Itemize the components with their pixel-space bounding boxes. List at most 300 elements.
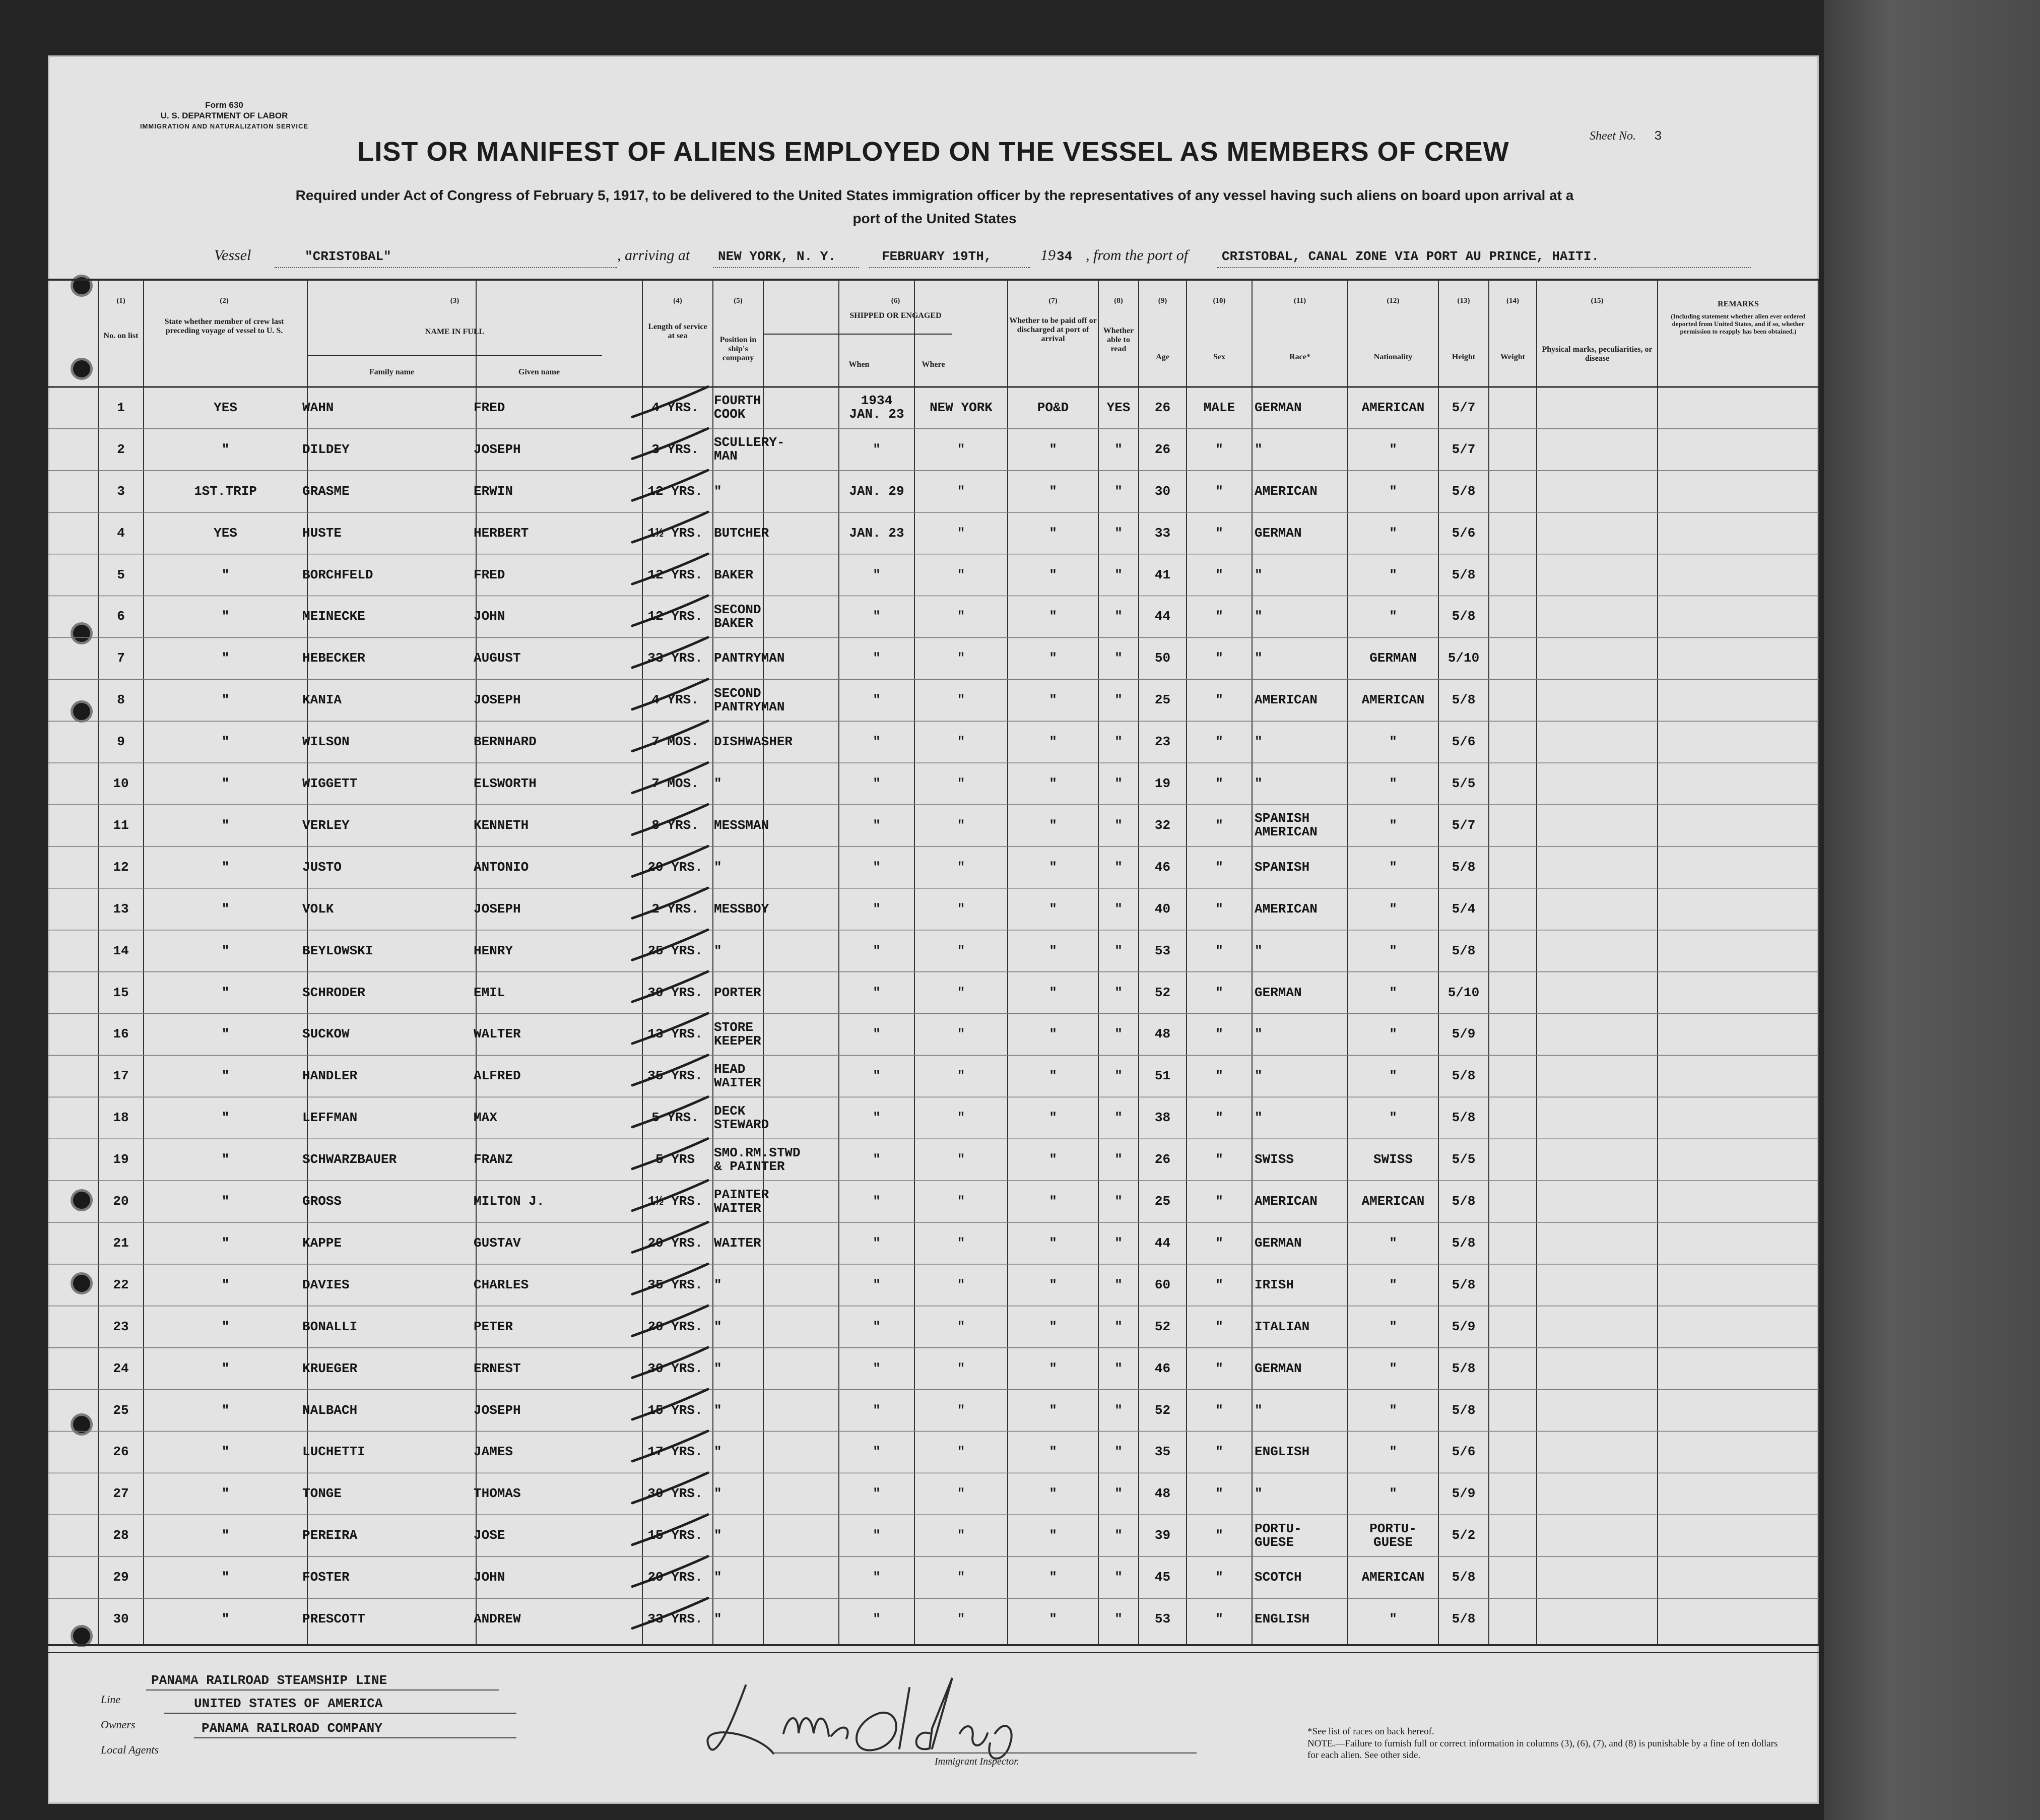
nationality: " <box>1389 525 1397 541</box>
nationality: AMERICAN <box>1361 400 1425 415</box>
family-name: VOLK <box>302 901 334 917</box>
given-name: WALTER <box>474 1026 521 1042</box>
row-number: 11 <box>113 817 129 833</box>
paid-off: " <box>1049 1611 1057 1627</box>
nationality: " <box>1389 734 1397 750</box>
previous-voyage: YES <box>214 400 237 415</box>
row-number: 23 <box>113 1319 129 1334</box>
given-name: JOSEPH <box>474 441 521 457</box>
length-of-service: 33 YRS. <box>647 651 703 666</box>
row-number: 21 <box>113 1235 129 1251</box>
sex: " <box>1215 1319 1223 1334</box>
shipped-where: " <box>957 1360 965 1376</box>
able-to-read: YES <box>1106 400 1131 415</box>
nationality: " <box>1389 1444 1397 1460</box>
paid-off: " <box>1049 692 1057 708</box>
paid-off: " <box>1049 525 1057 541</box>
paid-off: " <box>1049 943 1057 958</box>
height: 5/8 <box>1452 567 1476 582</box>
sex: " <box>1215 651 1223 666</box>
race: ENGLISH <box>1255 1444 1310 1460</box>
race: SWISS <box>1255 1152 1294 1167</box>
row-number: 22 <box>113 1277 129 1292</box>
length-of-service: 35 YRS. <box>647 1277 703 1292</box>
col-16-header: REMARKS <box>1718 300 1759 308</box>
paid-off: PO&D <box>1037 400 1069 415</box>
able-to-read: " <box>1114 1528 1123 1543</box>
race: " <box>1255 441 1263 457</box>
position: SMO.RM.STWD & PAINTER <box>714 1145 801 1174</box>
family-name: HEBECKER <box>302 651 365 666</box>
age: 26 <box>1154 441 1171 457</box>
sex: " <box>1215 1194 1223 1209</box>
previous-voyage: " <box>221 901 230 917</box>
paid-off: " <box>1049 734 1057 750</box>
race: GERMAN <box>1255 400 1302 415</box>
previous-voyage: YES <box>214 525 237 541</box>
row-number: 6 <box>117 609 125 624</box>
shipped-when: JAN. 23 <box>849 525 904 541</box>
nationality: PORTU- GUESE <box>1369 1521 1417 1550</box>
height: 5/5 <box>1452 1152 1476 1167</box>
able-to-read: " <box>1114 1570 1123 1585</box>
race: " <box>1255 1068 1263 1084</box>
able-to-read: " <box>1114 1277 1123 1292</box>
age: 46 <box>1154 1360 1171 1376</box>
able-to-read: " <box>1114 1194 1123 1209</box>
family-name: KRUEGER <box>302 1360 358 1376</box>
age: 52 <box>1154 985 1171 1000</box>
row-number: 29 <box>113 1570 129 1585</box>
age: 44 <box>1154 1235 1171 1251</box>
nationality: " <box>1389 1068 1397 1084</box>
previous-voyage: " <box>221 1528 230 1543</box>
given-name: HERBERT <box>474 525 529 541</box>
row-number: 20 <box>113 1194 129 1209</box>
col-6-number: (6) <box>891 297 900 305</box>
shipped-where: " <box>957 1110 965 1126</box>
previous-voyage: " <box>221 1486 230 1502</box>
shipped-when: " <box>873 609 881 624</box>
family-name: DAVIES <box>302 1277 350 1292</box>
height: 5/10 <box>1447 985 1480 1000</box>
given-name: BERNHARD <box>474 734 537 750</box>
shipped-when: " <box>873 1360 881 1376</box>
length-of-service: 5 YRS <box>655 1152 695 1167</box>
shipped-where: " <box>957 609 965 624</box>
given-name: FRED <box>474 567 505 582</box>
position: " <box>714 943 722 958</box>
family-name: KAPPE <box>302 1235 342 1251</box>
shipped-when: " <box>873 901 881 917</box>
age: 52 <box>1154 1402 1171 1418</box>
length-of-service: 35 YRS. <box>647 1068 703 1084</box>
previous-voyage: " <box>221 1360 230 1376</box>
height: 5/8 <box>1452 859 1476 875</box>
length-of-service: 20 YRS. <box>647 1570 703 1585</box>
position: PAINTER WAITER <box>714 1187 769 1216</box>
able-to-read: " <box>1114 1611 1123 1627</box>
row-number: 19 <box>113 1152 129 1167</box>
shipped-where: " <box>957 1486 965 1502</box>
given-name: ERNEST <box>474 1360 521 1376</box>
shipped-when: " <box>873 1194 881 1209</box>
year-prefix: 19 <box>1040 247 1056 264</box>
length-of-service: 7 MOS. <box>651 734 699 750</box>
paid-off: " <box>1049 1360 1057 1376</box>
row-number: 18 <box>113 1110 129 1126</box>
row-number: 9 <box>117 734 125 750</box>
family-name: SUCKOW <box>302 1026 350 1042</box>
shipped-where: " <box>957 1194 965 1209</box>
sex: " <box>1215 1110 1223 1126</box>
nationality: " <box>1389 1319 1397 1334</box>
able-to-read: " <box>1114 1152 1123 1167</box>
sex: " <box>1215 483 1223 499</box>
length-of-service: 17 YRS. <box>647 1444 703 1460</box>
height: 5/6 <box>1452 1444 1476 1460</box>
previous-voyage: " <box>221 651 230 666</box>
height: 5/8 <box>1452 1235 1476 1251</box>
row-number: 14 <box>113 943 129 958</box>
length-of-service: 4 YRS. <box>651 400 699 415</box>
paid-off: " <box>1049 609 1057 624</box>
age: 48 <box>1154 1026 1171 1042</box>
sex: " <box>1215 817 1223 833</box>
able-to-read: " <box>1114 1319 1123 1334</box>
scan-border <box>1824 0 2040 1820</box>
family-name: GROSS <box>302 1194 342 1209</box>
shipped-when: " <box>873 1444 881 1460</box>
col-13-header: Height <box>1452 353 1476 361</box>
shipped-where: " <box>957 525 965 541</box>
nationality: " <box>1389 1110 1397 1126</box>
shipped-where: " <box>957 1402 965 1418</box>
previous-voyage: " <box>221 985 230 1000</box>
able-to-read: " <box>1114 1360 1123 1376</box>
shipped-when: " <box>873 1570 881 1585</box>
length-of-service: 8 YRS. <box>651 817 699 833</box>
nationality: " <box>1389 817 1397 833</box>
height: 5/8 <box>1452 609 1476 624</box>
col-14-header: Weight <box>1500 353 1525 361</box>
paid-off: " <box>1049 776 1057 792</box>
family-name: VERLEY <box>302 817 350 833</box>
position: " <box>714 1611 722 1627</box>
race: ITALIAN <box>1255 1319 1310 1334</box>
paid-off: " <box>1049 1444 1057 1460</box>
height: 5/7 <box>1452 817 1476 833</box>
age: 33 <box>1154 525 1171 541</box>
able-to-read: " <box>1114 1402 1123 1418</box>
position: HEAD WAITER <box>714 1061 761 1090</box>
paid-off: " <box>1049 1152 1057 1167</box>
shipped-where: " <box>957 1444 965 1460</box>
paid-off: " <box>1049 1486 1057 1502</box>
length-of-service: 20 YRS. <box>647 859 703 875</box>
shipped-where: " <box>957 776 965 792</box>
sex: " <box>1215 567 1223 582</box>
nationality: AMERICAN <box>1361 1194 1425 1209</box>
shipped-where: " <box>957 1570 965 1585</box>
col-4-header: Length of service at sea <box>648 322 707 340</box>
row-number: 10 <box>113 776 129 792</box>
sheet-value: 3 <box>1654 128 1662 144</box>
shipped-where: NEW YORK <box>930 400 993 415</box>
race: " <box>1255 609 1263 624</box>
paid-off: " <box>1049 1570 1057 1585</box>
col-16-note: (Including statement whether alien ever ordered deported from United States, and if so, whether permission to reapply has been obtained.) <box>1671 312 1806 335</box>
row-number: 15 <box>113 985 129 1000</box>
given-name: GUSTAV <box>474 1235 521 1251</box>
family-name: WAHN <box>302 400 334 415</box>
race: GERMAN <box>1255 1360 1302 1376</box>
height: 5/8 <box>1452 1360 1476 1376</box>
given-name: JOSEPH <box>474 1402 521 1418</box>
crew-table <box>48 55 1819 1804</box>
sex: " <box>1215 776 1223 792</box>
sex: " <box>1215 1444 1223 1460</box>
sex: " <box>1215 1528 1223 1543</box>
race: SCOTCH <box>1255 1570 1302 1585</box>
position: SCULLERY- MAN <box>714 435 785 464</box>
previous-voyage: " <box>221 609 230 624</box>
col-2-header: State whether member of crew last preceding voyage of vessel to U. S. <box>164 317 284 335</box>
given-name: JOHN <box>474 609 505 624</box>
previous-voyage: " <box>221 776 230 792</box>
col-15-header: Physical marks, peculiarities, or disease <box>1542 345 1653 363</box>
age: 53 <box>1154 943 1171 958</box>
previous-voyage: " <box>221 441 230 457</box>
shipped-where: " <box>957 943 965 958</box>
length-of-service: 1½ YRS. <box>647 1194 703 1209</box>
shipped-when: " <box>873 1235 881 1251</box>
col-8-header: Whether able to read <box>1103 327 1134 353</box>
age: 46 <box>1154 859 1171 875</box>
year-suffix: 34 <box>1057 249 1073 264</box>
shipped-where: " <box>957 1235 965 1251</box>
family-name: DILDEY <box>302 441 350 457</box>
given-name: HENRY <box>474 943 513 958</box>
department-name: U. S. DEPARTMENT OF LABOR <box>160 111 288 120</box>
nationality: " <box>1389 943 1397 958</box>
shipped-where: " <box>957 483 965 499</box>
shipped-when: " <box>873 1611 881 1627</box>
length-of-service: 4 YRS. <box>651 692 699 708</box>
col-1-header: No. on list <box>103 332 139 340</box>
height: 5/8 <box>1452 1068 1476 1084</box>
family-name: BONALLI <box>302 1319 358 1334</box>
shipped-when: " <box>873 1402 881 1418</box>
from-label: , from the port of <box>1086 247 1189 264</box>
paid-off: " <box>1049 651 1057 666</box>
given-name: KENNETH <box>474 817 529 833</box>
paid-off: " <box>1049 1194 1057 1209</box>
family-name: PRESCOTT <box>302 1611 365 1627</box>
length-of-service: 30 YRS. <box>647 1486 703 1502</box>
row-number: 30 <box>113 1611 129 1627</box>
shipped-where: " <box>957 1026 965 1042</box>
manifest-page <box>48 55 1819 1804</box>
given-name: EMIL <box>474 985 505 1000</box>
able-to-read: " <box>1114 776 1123 792</box>
sex: " <box>1215 1486 1223 1502</box>
given-name: ANDREW <box>474 1611 521 1627</box>
shipped-where: " <box>957 1319 965 1334</box>
age: 39 <box>1154 1528 1171 1543</box>
race: GERMAN <box>1255 525 1302 541</box>
age: 50 <box>1154 651 1171 666</box>
able-to-read: " <box>1114 859 1123 875</box>
given-name: ELSWORTH <box>474 776 537 792</box>
position: " <box>714 1570 722 1585</box>
shipped-when: " <box>873 651 881 666</box>
length-of-service: 5 YRS. <box>651 1110 699 1126</box>
family-name: HUSTE <box>302 525 342 541</box>
previous-voyage: " <box>221 1611 230 1627</box>
height: 5/8 <box>1452 1110 1476 1126</box>
nationality: " <box>1389 901 1397 917</box>
position: " <box>714 776 722 792</box>
nationality: " <box>1389 985 1397 1000</box>
col-3-number: (3) <box>450 297 459 305</box>
able-to-read: " <box>1114 985 1123 1000</box>
race: GERMAN <box>1255 985 1302 1000</box>
previous-voyage: " <box>221 1152 230 1167</box>
sex: " <box>1215 609 1223 624</box>
sex: " <box>1215 1360 1223 1376</box>
position: " <box>714 1277 722 1292</box>
height: 5/6 <box>1452 734 1476 750</box>
col-12-number: (12) <box>1387 297 1400 305</box>
race: AMERICAN <box>1255 1194 1318 1209</box>
row-number: 13 <box>113 901 129 917</box>
nationality: " <box>1389 1277 1397 1292</box>
row-number: 4 <box>117 525 125 541</box>
able-to-read: " <box>1114 567 1123 582</box>
able-to-read: " <box>1114 692 1123 708</box>
previous-voyage: " <box>221 943 230 958</box>
length-of-service: 15 YRS. <box>647 1528 703 1543</box>
able-to-read: " <box>1114 651 1123 666</box>
race: ENGLISH <box>1255 1611 1310 1627</box>
shipped-when: " <box>873 943 881 958</box>
race: AMERICAN <box>1255 692 1318 708</box>
row-number: 28 <box>113 1528 129 1543</box>
races-note: *See list of races on back hereof. <box>1307 1726 1434 1737</box>
sex: " <box>1215 441 1223 457</box>
row-number: 17 <box>113 1068 129 1084</box>
given-name: PETER <box>474 1319 513 1334</box>
able-to-read: " <box>1114 483 1123 499</box>
sheet-label: Sheet No. <box>1590 129 1636 143</box>
sex: " <box>1215 985 1223 1000</box>
able-to-read: " <box>1114 609 1123 624</box>
height: 5/10 <box>1447 651 1480 666</box>
age: 26 <box>1154 400 1171 415</box>
length-of-service: 7 MOS. <box>651 776 699 792</box>
nationality: " <box>1389 859 1397 875</box>
height: 5/7 <box>1452 400 1476 415</box>
length-of-service: 20 YRS. <box>647 1319 703 1334</box>
age: 26 <box>1154 1152 1171 1167</box>
subtitle-line-2: port of the United States <box>852 211 1017 226</box>
family-name: LUCHETTI <box>302 1444 365 1460</box>
height: 5/9 <box>1452 1319 1476 1334</box>
service-name: IMMIGRATION AND NATURALIZATION SERVICE <box>140 122 309 130</box>
family-name: HANDLER <box>302 1068 358 1084</box>
shipped-when: 1934 JAN. 23 <box>849 393 904 422</box>
race: AMERICAN <box>1255 901 1318 917</box>
race: " <box>1255 567 1263 582</box>
position: SECOND BAKER <box>714 602 761 631</box>
paid-off: " <box>1049 1528 1057 1543</box>
vessel-name: "CRISTOBAL" <box>305 249 391 264</box>
paid-off: " <box>1049 1235 1057 1251</box>
agents-label: Local Agents <box>101 1743 159 1756</box>
able-to-read: " <box>1114 1068 1123 1084</box>
height: 5/9 <box>1452 1026 1476 1042</box>
family-name: GRASME <box>302 483 350 499</box>
able-to-read: " <box>1114 1486 1123 1502</box>
shipped-where: " <box>957 1528 965 1543</box>
given-name: MILTON J. <box>474 1194 545 1209</box>
race: " <box>1255 1110 1263 1126</box>
height: 5/8 <box>1452 1570 1476 1585</box>
position: WAITER <box>714 1235 761 1251</box>
race: IRISH <box>1255 1277 1294 1292</box>
nationality: AMERICAN <box>1361 692 1425 708</box>
race: AMERICAN <box>1255 483 1318 499</box>
position: DECK STEWARD <box>714 1103 769 1132</box>
nationality: " <box>1389 567 1397 582</box>
age: 25 <box>1154 692 1171 708</box>
sex: " <box>1215 859 1223 875</box>
race: SPANISH AMERICAN <box>1255 811 1318 840</box>
length-of-service: 12 YRS. <box>647 609 703 624</box>
length-of-service: 20 YRS. <box>647 1235 703 1251</box>
paid-off: " <box>1049 985 1057 1000</box>
paid-off: " <box>1049 441 1057 457</box>
previous-voyage: " <box>221 1026 230 1042</box>
age: 35 <box>1154 1444 1171 1460</box>
able-to-read: " <box>1114 817 1123 833</box>
position: PANTRYMAN <box>714 651 785 666</box>
paid-off: " <box>1049 1277 1057 1292</box>
family-name: KANIA <box>302 692 342 708</box>
arriving-port: NEW YORK, N. Y. <box>718 249 836 264</box>
col-5-header: Position in ship's company <box>719 336 757 362</box>
col-1-number: (1) <box>116 297 125 305</box>
sex: " <box>1215 1152 1223 1167</box>
nationality: SWISS <box>1373 1152 1413 1167</box>
nationality: " <box>1389 441 1397 457</box>
race: " <box>1255 734 1263 750</box>
row-number: 1 <box>117 400 125 415</box>
shipped-when: " <box>873 441 881 457</box>
given-name: MAX <box>474 1110 497 1126</box>
length-of-service: 30 YRS. <box>647 1360 703 1376</box>
given-name: THOMAS <box>474 1486 521 1502</box>
line-value: PANAMA RAILROAD STEAMSHIP LINE <box>151 1673 387 1688</box>
height: 5/8 <box>1452 1611 1476 1627</box>
paid-off: " <box>1049 901 1057 917</box>
col-12-header: Nationality <box>1373 353 1413 361</box>
race: SPANISH <box>1255 859 1310 875</box>
length-of-service: 33 YRS. <box>647 1611 703 1627</box>
paid-off: " <box>1049 1402 1057 1418</box>
length-of-service: 2 YRS. <box>651 901 699 917</box>
